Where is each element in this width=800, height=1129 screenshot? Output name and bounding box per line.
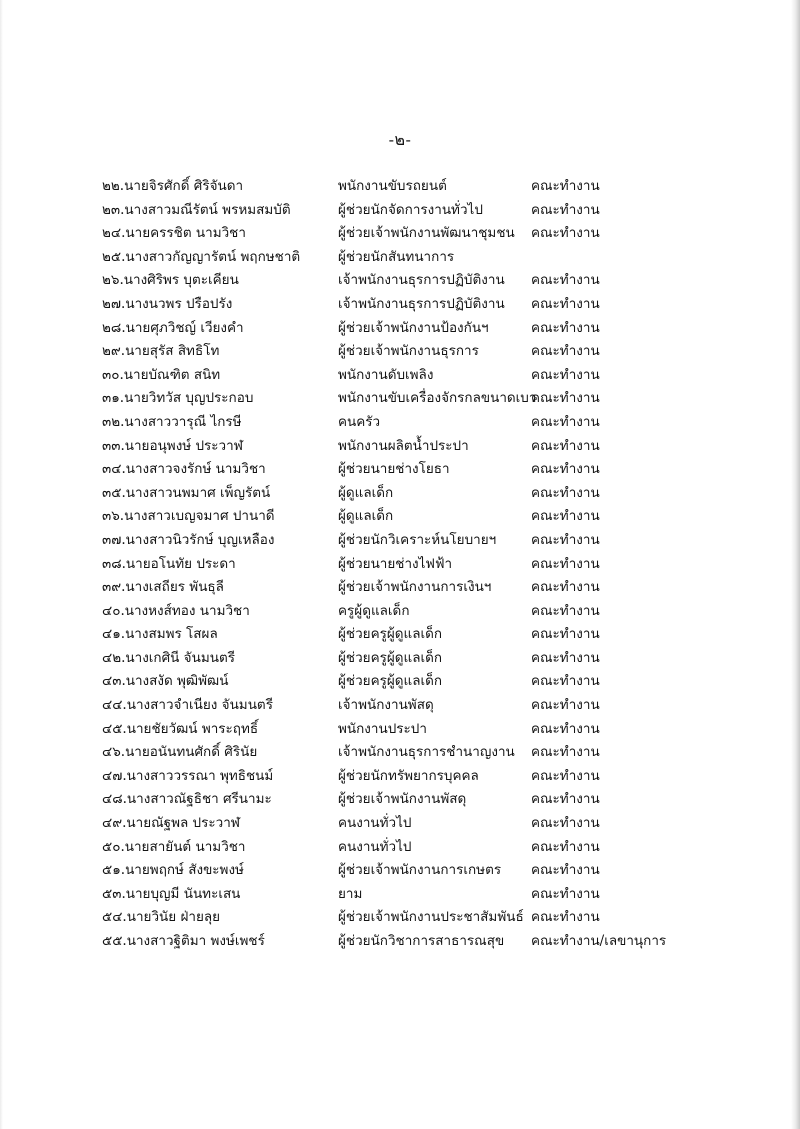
page-number: -๒- — [388, 130, 412, 149]
member-name: ๓๘.นายอโนทัย ประดา — [102, 555, 236, 572]
committee-member-list — [0, 175, 800, 954]
member-name: ๔๔.นางสาวจำเนียง จันมนตรี — [102, 697, 273, 714]
member-row — [0, 859, 800, 883]
member-position: ผู้ช่วยเจ้าพนักงานป้องกันฯ — [338, 319, 489, 336]
member-row — [0, 883, 800, 907]
member-name: ๔๘.นางสาวณัฐธิชา ศรีนามะ — [102, 791, 272, 808]
member-position: ผู้ช่วยครูผู้ดูแลเด็ก — [338, 673, 443, 690]
member-role: คณะทำงาน — [531, 838, 600, 855]
member-name: ๓๖.นางสาวเบญจมาศ ปานาดี — [102, 508, 275, 525]
member-name: ๔๐.นางหงส์ทอง นามวิชา — [102, 602, 250, 619]
member-name: ๓๓.นายอนุพงษ์ ประวาฬ — [102, 437, 243, 454]
member-row — [0, 765, 800, 789]
member-role: คณะทำงาน — [531, 484, 600, 501]
member-name: ๓๗.นางสาวนิวรักษ์ บุญเหลือง — [102, 531, 275, 548]
member-name: ๓๑.นายวิทวัส บุญประกอบ — [102, 390, 254, 407]
member-role: คณะทำงาน — [531, 413, 600, 430]
member-row — [0, 576, 800, 600]
member-role: คณะทำงาน — [531, 720, 600, 737]
member-role: คณะทำงาน — [531, 178, 600, 194]
member-row — [0, 670, 800, 694]
member-role: คณะทำงาน — [531, 744, 600, 761]
member-row — [0, 458, 800, 482]
member-position: ครูผู้ดูแลเด็ก — [338, 602, 410, 619]
member-name: ๕๑.นายพฤกษ์ สังขะพงษ์ — [102, 862, 244, 879]
member-position: เจ้าพนักงานธุรการชำนาญงาน — [338, 744, 515, 761]
member-name: ๔๙.นายณัฐพล ประวาฬ — [102, 815, 241, 832]
member-name: ๒๓.นางสาวมณีรัตน์ พรหมสมบัติ — [102, 201, 291, 218]
member-role: คณะทำงาน — [531, 579, 600, 596]
member-position: พนักงานผลิตน้ำประปา — [338, 437, 469, 454]
member-position: ยาม — [338, 885, 363, 902]
member-row — [0, 340, 800, 364]
member-row — [0, 364, 800, 388]
member-role: คณะทำงาน — [531, 767, 600, 784]
member-role: คณะทำงาน — [531, 673, 600, 690]
member-position: ผู้ช่วยนักวิชาการสาธารณสุข — [338, 933, 505, 949]
member-name: ๔๓.นางสงัด พุฒิพัฒน์ — [102, 673, 229, 690]
member-row — [0, 482, 800, 506]
member-position: ผู้ช่วยเจ้าพนักงานประชาสัมพันธ์ — [338, 909, 524, 926]
member-position: ผู้ดูแลเด็ก — [338, 484, 394, 501]
member-position: ผู้ช่วยนักจัดการงานทั่วไป — [338, 201, 483, 218]
member-name: ๔๖.นายอนันทนศักดิ์ ศิรินัย — [102, 744, 258, 761]
member-role: คณะทำงาน — [531, 791, 600, 808]
member-row — [0, 788, 800, 812]
member-position: ผู้ช่วยเจ้าพนักงานพัฒนาชุมชน — [338, 225, 515, 242]
member-row — [0, 317, 800, 341]
member-row — [0, 553, 800, 577]
member-name: ๕๐.นายสายันต์ นามวิชา — [102, 838, 246, 855]
member-position: ผู้ช่วยเจ้าพนักงานการเกษตร — [338, 862, 502, 879]
member-position: ผู้ช่วยนายช่างไฟฟ้า — [338, 555, 453, 572]
member-position: คนงานทั่วไป — [338, 815, 412, 832]
member-role: คณะทำงาน — [531, 885, 600, 902]
member-position: ผู้ช่วยนักทรัพยากรบุคคล — [338, 767, 479, 784]
member-row — [0, 269, 800, 293]
member-row — [0, 293, 800, 317]
member-position: คนงานทั่วไป — [338, 838, 412, 855]
member-name: ๔๕.นายชัยวัฒน์ พาระฤทธิ์ — [102, 720, 259, 737]
member-row — [0, 435, 800, 459]
member-name: ๒๕.นางสาวกัญญารัตน์ พฤกษชาติ — [102, 248, 301, 265]
member-row — [0, 411, 800, 435]
member-name: ๓๐.นายบัณฑิต สนิท — [102, 366, 221, 383]
member-row — [0, 694, 800, 718]
member-role: คณะทำงาน — [531, 319, 600, 336]
member-position: ผู้ช่วยครูผู้ดูแลเด็ก — [338, 626, 443, 643]
member-row — [0, 222, 800, 246]
member-role: คณะทำงาน — [531, 697, 600, 714]
member-row — [0, 906, 800, 930]
member-row — [0, 812, 800, 836]
member-row — [0, 199, 800, 223]
member-position: ผู้ช่วยเจ้าพนักงานธุรการ — [338, 343, 479, 360]
member-role: คณะทำงาน — [531, 626, 600, 643]
member-role: คณะทำงาน — [531, 225, 600, 242]
member-position: เจ้าพนักงานธุรการปฏิบัติงาน — [338, 272, 505, 289]
member-role: คณะทำงาน — [531, 508, 600, 525]
member-position: ผู้ช่วยครูผู้ดูแลเด็ก — [338, 649, 443, 666]
member-role: คณะทำงาน — [531, 201, 600, 218]
member-position: ผู้ดูแลเด็ก — [338, 508, 394, 525]
member-position: พนักงานประปา — [338, 720, 427, 737]
member-row — [0, 647, 800, 671]
member-position: เจ้าพนักงานธุรการปฏิบัติงาน — [338, 295, 505, 312]
member-role: คณะทำงาน — [531, 909, 600, 926]
member-name: ๒๖.นางศิริพร บุตะเคียน — [102, 272, 239, 289]
member-name: ๒๙.นายสุรัส สิทธิโท — [102, 343, 220, 360]
member-row — [0, 246, 800, 270]
member-position: พนักงานขับรถยนต์ — [338, 178, 447, 194]
member-position: พนักงานดับเพลิง — [338, 366, 434, 383]
member-role: คณะทำงาน — [531, 366, 600, 383]
member-name: ๒๗.นางนวพร ปรือปรัง — [102, 295, 233, 312]
member-row — [0, 836, 800, 860]
member-name: ๕๓.นายบุญมี นันทะเสน — [102, 885, 241, 902]
member-name: ๕๕.นางสาวฐิติมา พงษ์เพชร์ — [102, 933, 265, 949]
member-row — [0, 600, 800, 624]
member-position: ผู้ช่วยนักสันทนาการ — [338, 248, 455, 265]
member-row — [0, 623, 800, 647]
member-position: พนักงานขับเครื่องจักรกลขนาดเบา — [338, 390, 537, 407]
member-role: คณะทำงาน — [531, 390, 600, 407]
member-role: คณะทำงาน — [531, 815, 600, 832]
member-name: ๓๔.นางสาวจงรักษ์ นามวิชา — [102, 461, 266, 478]
member-name: ๓๙.นางเสถียร พันธุลี — [102, 579, 224, 596]
member-role: คณะทำงาน — [531, 649, 600, 666]
member-row — [0, 529, 800, 553]
member-role: คณะทำงาน — [531, 461, 600, 478]
member-role: คณะทำงาน — [531, 531, 600, 548]
member-name: ๔๑.นางสมพร โสผล — [102, 626, 218, 643]
member-role: คณะทำงาน — [531, 602, 600, 619]
member-row — [0, 387, 800, 411]
member-name: ๓๕.นางสาวนพมาศ เพ็ญรัตน์ — [102, 484, 271, 501]
member-name: ๔๗.นางสาววรรณา พุทธิชนม์ — [102, 767, 274, 784]
member-name: ๒๔.นายครรชิต นามวิชา — [102, 225, 246, 242]
member-position: ผู้ช่วยเจ้าพนักงานพัสดุ — [338, 791, 467, 808]
member-role: คณะทำงาน — [531, 343, 600, 360]
member-position: ผู้ช่วยนายช่างโยธา — [338, 461, 450, 478]
member-name: ๓๒.นางสาววารุณี ไกรษี — [102, 413, 242, 430]
member-name: ๔๒.นางเกศินี จันมนตรี — [102, 649, 235, 666]
member-row — [0, 175, 800, 199]
member-name: ๒๘.นายศุภวิชญ์ เวียงคำ — [102, 319, 244, 336]
member-position: ผู้ช่วยนักวิเคราะห์นโยบายฯ — [338, 531, 497, 548]
member-row — [0, 930, 800, 954]
member-position: คนครัว — [338, 413, 381, 430]
member-role: คณะทำงาน — [531, 862, 600, 879]
member-role: คณะทำงาน — [531, 437, 600, 454]
member-role: คณะทำงาน — [531, 555, 600, 572]
member-position: เจ้าพนักงานพัสดุ — [338, 697, 434, 714]
member-name: ๒๒.นายจิรศักดิ์ ศิริจันดา — [102, 178, 244, 194]
member-position: ผู้ช่วยเจ้าพนักงานการเงินฯ — [338, 579, 492, 596]
member-name: ๕๔.นายวินัย ฝ่ายลุย — [102, 909, 221, 926]
member-role: คณะทำงาน — [531, 295, 600, 312]
member-row — [0, 505, 800, 529]
member-row — [0, 741, 800, 765]
member-row — [0, 718, 800, 742]
member-role: คณะทำงาน/เลขานุการ — [531, 933, 667, 949]
member-role: คณะทำงาน — [531, 272, 600, 289]
